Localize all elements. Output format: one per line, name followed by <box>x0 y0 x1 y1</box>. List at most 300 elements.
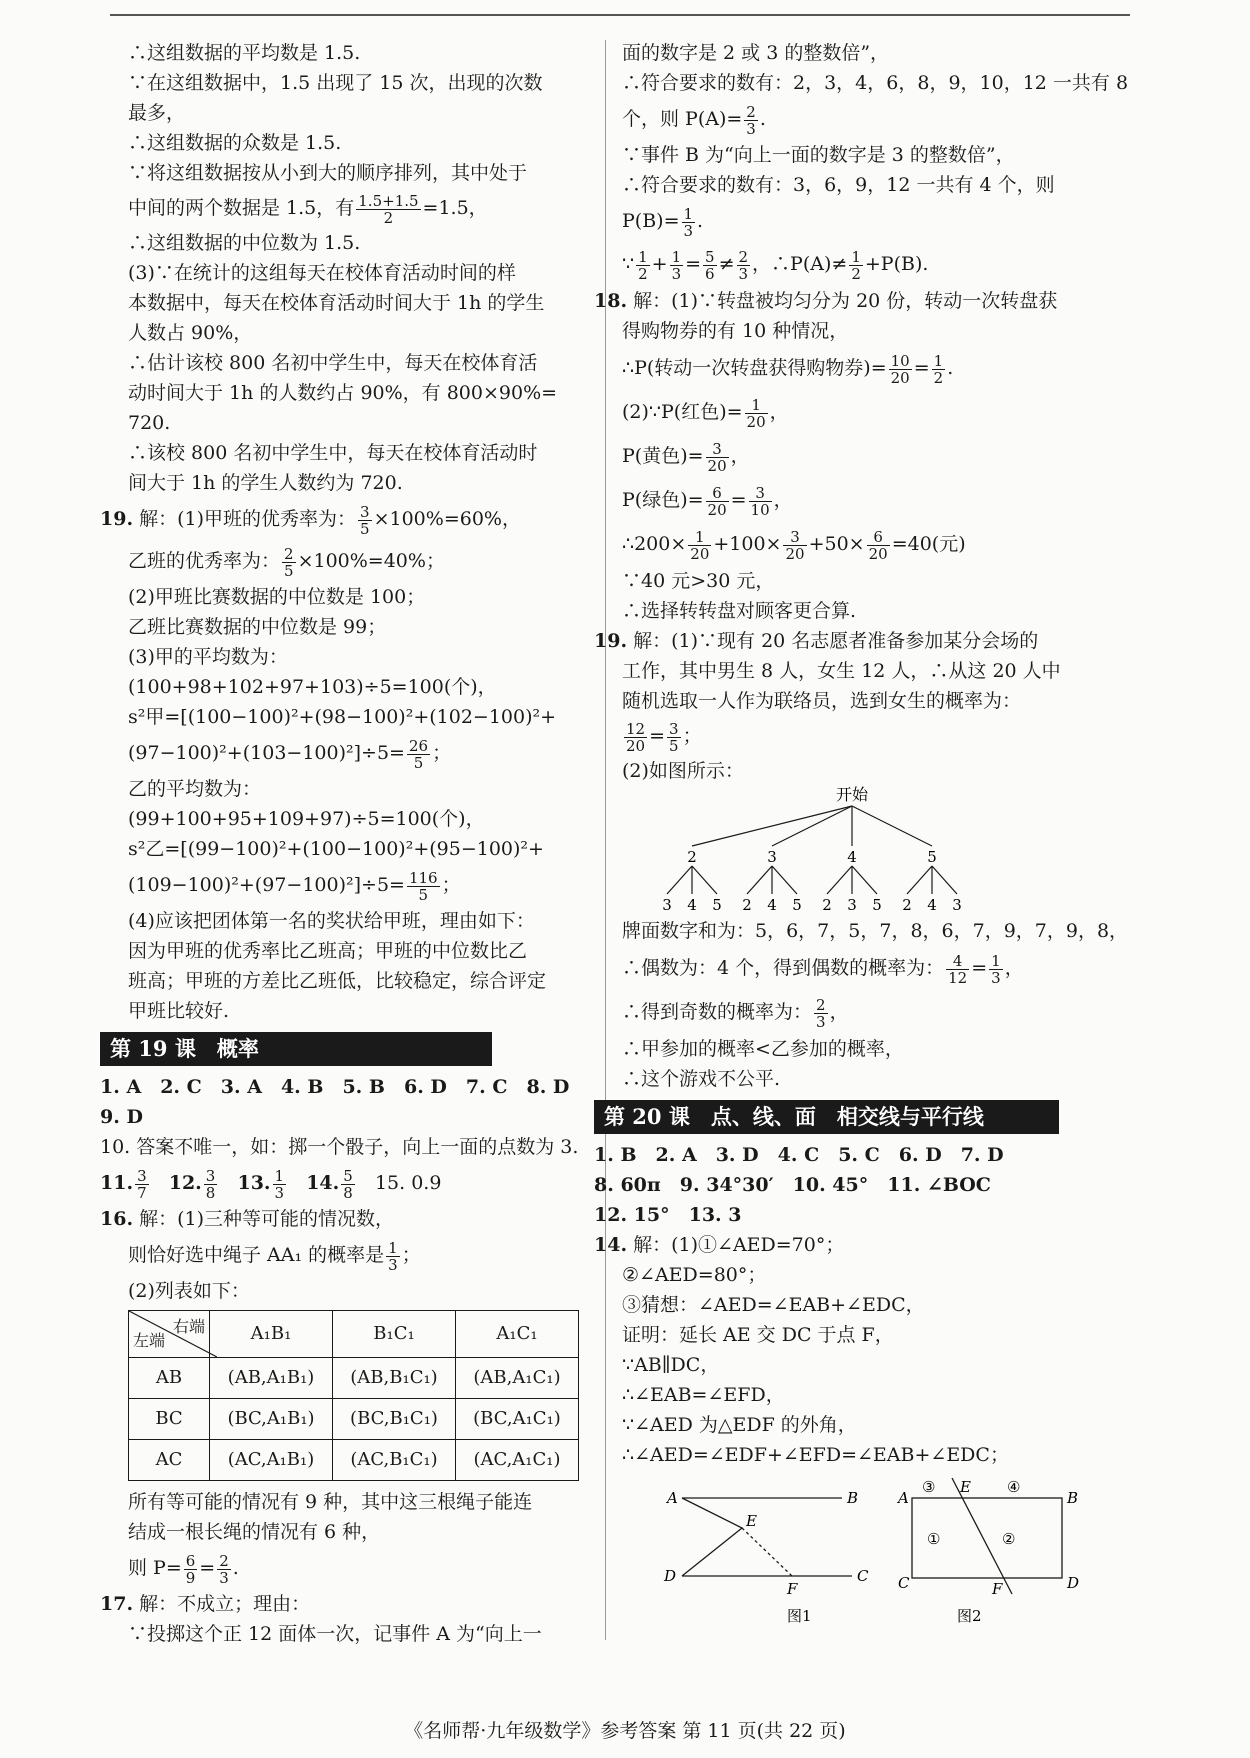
text-line: ②∠AED=80°； <box>622 1264 767 1286</box>
text: P(B)= <box>622 210 680 232</box>
denominator: 8 <box>343 1183 353 1202</box>
numerator: 1 <box>688 529 711 546</box>
denominator: 3 <box>683 221 694 240</box>
lesson-19-heading: 第 19 课 概率 <box>100 1032 492 1066</box>
text-line <box>128 188 590 228</box>
text: ≠ <box>718 253 735 275</box>
text-line: 得购物券的有 10 种情况， <box>622 320 849 342</box>
tree-edges-level1 <box>692 806 932 846</box>
text-line: ∴∠AED=∠EDF+∠EFD=∠EAB+∠EDC； <box>622 1444 1009 1466</box>
numerator: 3 <box>137 1166 147 1185</box>
numerator: 4 <box>946 953 969 970</box>
question-18 <box>594 286 1122 316</box>
fraction <box>356 193 420 226</box>
text: . <box>697 210 704 232</box>
lesson-20-heading: 第 20 课 点、线、面 相交线与平行线 <box>594 1100 1059 1134</box>
text: 解：(1)∵转盘被均匀分为 20 份，转动一次转盘获 <box>633 290 1058 312</box>
fraction <box>184 1553 198 1586</box>
text-line: ∴符合要求的数有：3，6，9，12 一共有 4 个，则 <box>622 174 1055 196</box>
column-header: B₁C₁ <box>333 1311 456 1358</box>
questions-11-15 <box>100 1162 590 1204</box>
text: ×100%=40%； <box>297 550 445 572</box>
fraction <box>814 997 828 1030</box>
figure-1 <box>663 1489 869 1625</box>
denominator: 3 <box>671 264 682 283</box>
fraction <box>703 249 717 282</box>
numerator: 1 <box>671 247 682 266</box>
question-number: 13. <box>237 1172 271 1194</box>
question-19-right <box>594 626 1122 656</box>
text-line <box>128 732 590 774</box>
text: = <box>649 725 666 747</box>
table-cell: (AB,A₁B₁) <box>210 1358 333 1399</box>
text-line: 乙的平均数为： <box>128 778 262 800</box>
column-divider <box>605 40 606 1640</box>
text: ， <box>730 445 750 467</box>
numerator: 3 <box>783 529 806 546</box>
figure-caption: 图2 <box>957 1607 982 1625</box>
fraction <box>688 529 711 562</box>
text: 解：(1)∵现有 20 名志愿者准备参加某分会场的 <box>633 630 1039 652</box>
fraction <box>407 870 440 903</box>
fig2-label: C <box>898 1574 910 1592</box>
text: (109−100)²+(97−100)²]÷5= <box>128 874 405 896</box>
denominator: 20 <box>690 544 710 563</box>
text-line <box>622 478 1122 522</box>
fraction <box>932 353 946 386</box>
text-line: 最多， <box>128 102 186 124</box>
tree-leaf: 2 <box>902 896 912 914</box>
question-number: 17. <box>100 1593 134 1615</box>
tree-leaf: 4 <box>687 896 697 914</box>
table-cell: (AC,B₁C₁) <box>333 1440 456 1481</box>
tree-leaf: 3 <box>952 896 962 914</box>
text: . <box>947 357 954 379</box>
denominator: 12 <box>948 968 968 987</box>
text: 15. 0.9 <box>374 1172 442 1194</box>
denominator: 20 <box>707 456 727 475</box>
tree-leaf: 2 <box>742 896 752 914</box>
tree-leaf: 5 <box>872 896 882 914</box>
column-header: A₁B₁ <box>210 1311 333 1358</box>
question-16 <box>100 1204 590 1234</box>
denominator: 20 <box>868 544 888 563</box>
fraction <box>282 546 296 579</box>
text: =40(元) <box>891 533 966 555</box>
denominator: 5 <box>284 561 294 580</box>
text-line: 动时间大于 1h 的人数约占 90%，有 800×90%= <box>128 382 558 404</box>
text: 解：(1)三种等可能的情况数， <box>139 1208 395 1230</box>
text-line <box>128 864 590 906</box>
table-corner-header <box>129 1311 210 1358</box>
denominator: 3 <box>274 1183 285 1202</box>
question-14 <box>594 1230 1122 1260</box>
text: 则 P= <box>128 1557 182 1579</box>
denominator: 5 <box>418 885 429 904</box>
text: ； <box>682 725 702 747</box>
fraction <box>204 1168 218 1201</box>
denominator: 5 <box>669 736 679 755</box>
text-line: 结成一根长绳的情况有 6 种， <box>128 1521 381 1543</box>
text-line: 所有等可能的情况有 9 种，其中这三根绳子能连 <box>128 1491 533 1513</box>
text-line: ∵将这组数据按从小到大的顺序排列，其中处于 <box>128 162 528 184</box>
table-cell: (AC,A₁B₁) <box>210 1440 333 1481</box>
denominator: 10 <box>750 500 770 519</box>
fraction <box>670 249 684 282</box>
text-line <box>622 98 1122 140</box>
numerator: 6 <box>706 485 729 502</box>
denominator: 3 <box>991 968 1001 987</box>
tree-root: 开始 <box>835 786 869 804</box>
text: +100× <box>713 533 782 555</box>
figure-2 <box>896 1478 1079 1625</box>
tree-leaf: 3 <box>662 896 672 914</box>
fraction <box>682 206 696 239</box>
fraction <box>667 721 681 754</box>
text-line <box>622 946 1122 990</box>
text-line: ∴该校 800 名初中学生中，每天在校体育活动时 <box>128 442 538 464</box>
fig2-label: ③ <box>922 1478 936 1496</box>
text: 解：(1)甲班的优秀率为： <box>139 508 357 530</box>
text-line <box>622 242 1122 286</box>
figure-caption: 图1 <box>787 1607 812 1625</box>
mc-answers: 12. 15° 13. 3 <box>594 1204 742 1226</box>
fraction <box>744 104 758 137</box>
numerator: 2 <box>816 995 826 1014</box>
denominator: 20 <box>785 544 805 563</box>
fraction <box>636 249 650 282</box>
denominator: 8 <box>205 1183 216 1202</box>
text-line <box>622 434 1122 478</box>
text-line: 面的数字是 2 或 3 的整数倍”， <box>622 42 890 64</box>
text: . <box>759 108 766 130</box>
text: . <box>232 1557 239 1579</box>
question-number: 12. <box>168 1172 202 1194</box>
fig1-label: A <box>667 1489 678 1507</box>
question-number: 11. <box>100 1172 134 1194</box>
text: = <box>685 253 702 275</box>
tree-leaf: 3 <box>847 896 857 914</box>
table-cell: (BC,A₁B₁) <box>210 1399 333 1440</box>
text-line: ∴选择转转盘对顾客更合算. <box>622 600 857 622</box>
text-line: (3)∵在统计的这组每天在校体育活动时间的样 <box>128 262 516 284</box>
fraction <box>273 1168 287 1201</box>
fraction <box>783 529 806 562</box>
fig1-label: F <box>787 1580 798 1598</box>
text-line <box>622 200 1122 242</box>
text-line: (2)甲班比赛数据的中位数是 100； <box>128 586 426 608</box>
question-number: 14. <box>594 1234 628 1256</box>
text-line: ∴甲参加的概率<乙参加的概率， <box>622 1038 904 1060</box>
fraction <box>849 249 863 282</box>
fig2-label: E <box>960 1478 971 1496</box>
question-number: 19. <box>594 630 628 652</box>
text-line <box>128 540 590 582</box>
text-line: ∴这个游戏不公平. <box>622 1068 781 1090</box>
text-line: ∴符合要求的数有：2，3，4，6，8，9，10，12 一共有 8 <box>622 72 1129 94</box>
text-line: 乙班比赛数据的中位数是 99； <box>128 616 387 638</box>
text: ∴200× <box>622 533 687 555</box>
numerator: 3 <box>360 502 370 521</box>
fraction <box>341 1168 355 1201</box>
text: = <box>730 489 747 511</box>
text: 个，则 P(A)= <box>622 108 743 130</box>
text: ∵ <box>622 253 635 275</box>
tree-node: 4 <box>847 848 857 866</box>
left-column <box>100 38 590 1649</box>
row-header: BC <box>129 1399 210 1440</box>
text-line: (99+100+95+109+97)÷5=100(个)， <box>128 808 485 830</box>
numerator: 3 <box>706 441 729 458</box>
text-line: ∵∠AED 为△EDF 的外角， <box>622 1414 857 1436</box>
text-line <box>622 522 1122 566</box>
text: P(黄色)= <box>622 445 704 467</box>
fig1-label: C <box>857 1567 869 1585</box>
numerator: 1 <box>745 397 768 414</box>
text-line: ∴∠EAB=∠EFD， <box>622 1384 785 1406</box>
text-line: ∵AB∥DC， <box>622 1354 720 1376</box>
text-line: 工作，其中男生 8 人，女生 12 人，∴从这 20 人中 <box>622 660 1061 682</box>
row-header: AC <box>129 1440 210 1481</box>
denominator: 6 <box>705 264 715 283</box>
text-line: s²乙=[(99−100)²+(100−100)²+(95−100)²+ <box>128 838 544 860</box>
denominator: 2 <box>851 264 861 283</box>
numerator: 1.5+1.5 <box>358 191 419 210</box>
fraction <box>946 953 969 986</box>
denominator: 3 <box>388 1255 398 1274</box>
text-line <box>128 1547 590 1589</box>
tree-leaf: 4 <box>767 896 777 914</box>
text: ； <box>441 874 461 896</box>
text: ； <box>432 742 452 764</box>
denominator: 3 <box>738 264 749 283</box>
table-cell: (AB,B₁C₁) <box>333 1358 456 1399</box>
text-line: s²甲=[(100−100)²+(98−100)²+(102−100)²+ <box>128 706 557 728</box>
text: ， <box>773 489 793 511</box>
text-line: 牌面数字和为：5，6，7，5，7，8，6，7，9，7，9，8， <box>622 920 1129 942</box>
numerator: 5 <box>343 1166 353 1185</box>
fraction <box>749 485 772 518</box>
text: ， <box>769 401 789 423</box>
text-line: 720. <box>128 412 171 434</box>
numerator: 3 <box>205 1166 216 1185</box>
text-line: 间大于 1h 的学生人数约为 720. <box>128 472 403 494</box>
tree-leaf: 2 <box>822 896 832 914</box>
fraction <box>867 529 890 562</box>
denominator: 2 <box>638 264 648 283</box>
numerator: 5 <box>705 247 715 266</box>
fig2-label: ① <box>927 1530 941 1548</box>
numerator: 3 <box>749 485 772 502</box>
numerator: 1 <box>933 351 944 370</box>
table-cell: (BC,A₁C₁) <box>456 1399 579 1440</box>
denominator: 5 <box>413 753 424 772</box>
table-row <box>129 1399 579 1440</box>
text-line: ∴这组数据的众数是 1.5. <box>128 132 342 154</box>
numerator: 26 <box>408 736 429 755</box>
table-cell: (AB,A₁C₁) <box>456 1358 579 1399</box>
fig1-label: B <box>847 1489 859 1507</box>
text-line <box>622 716 1122 756</box>
numerator: 2 <box>746 102 756 121</box>
text: = <box>199 1557 216 1579</box>
denominator: 20 <box>890 368 910 387</box>
text-line: ∵40 元>30 元， <box>622 570 775 592</box>
numerator: 1 <box>388 1238 398 1257</box>
text-line: 因为甲班的优秀率比乙班高；甲班的中位数比乙 <box>128 940 528 962</box>
denominator: 3 <box>816 1012 826 1031</box>
text-line: ③猜想：∠AED=∠EAB+∠EDC， <box>622 1294 925 1316</box>
fig1-label: E <box>746 1512 757 1530</box>
text-line: ∵事件 B 为“向上一面的数字是 3 的整数倍”， <box>622 144 1015 166</box>
text: ∴偶数为：4 个，得到偶数的概率为： <box>622 957 945 979</box>
text: 中间的两个数据是 1.5，有 <box>128 197 355 219</box>
question-19 <box>100 498 590 540</box>
geometry-figures <box>622 1476 1102 1626</box>
column-header: A₁C₁ <box>456 1311 579 1358</box>
fraction <box>358 504 372 537</box>
text: ， <box>829 1001 849 1023</box>
tree-edges-level2 <box>667 866 957 894</box>
fraction <box>386 1240 400 1273</box>
numerator: 1 <box>638 247 648 266</box>
page-footer: 《名师帮·九年级数学》参考答案 第 11 页(共 22 页) <box>404 1720 846 1742</box>
text: = <box>913 357 930 379</box>
question-number: 18. <box>594 290 628 312</box>
fraction <box>706 441 729 474</box>
outcome-table <box>128 1310 579 1481</box>
fraction <box>745 397 768 430</box>
tree-diagram <box>662 786 1042 916</box>
text-line: 随机选取一人作为联络员，选到女生的概率为： <box>622 690 1022 712</box>
numerator: 6 <box>185 1551 196 1570</box>
tree-node: 2 <box>687 848 697 866</box>
text-line <box>128 1234 590 1276</box>
denominator: 5 <box>360 519 370 538</box>
tree-leaf: 4 <box>927 896 937 914</box>
text: = <box>971 957 988 979</box>
text-line: ∴估计该校 800 名初中学生中，每天在校体育活 <box>128 352 538 374</box>
table-row <box>129 1358 579 1399</box>
fig2-label: ④ <box>1007 1478 1021 1496</box>
fig2-label: F <box>992 1580 1003 1598</box>
top-rule <box>110 14 1130 16</box>
denominator: 3 <box>219 1568 229 1587</box>
fig2-label: ② <box>1002 1530 1016 1548</box>
question-number: 16. <box>100 1208 134 1230</box>
text: 解：(1)①∠AED=70°； <box>633 1234 845 1256</box>
denominator: 20 <box>746 412 766 431</box>
text-line: 班高；甲班的方差比乙班低，比较稳定，综合评定 <box>128 970 547 992</box>
text: P(绿色)= <box>622 489 704 511</box>
numerator: 1 <box>274 1166 285 1185</box>
denominator: 7 <box>137 1183 147 1202</box>
text-line: (4)应该把团体第一名的奖状给甲班，理由如下： <box>128 910 535 932</box>
mc-answers: 9. D <box>100 1106 143 1128</box>
numerator: 1 <box>991 951 1001 970</box>
text: 解：不成立；理由： <box>139 1593 311 1615</box>
text-line: (2)如图所示： <box>622 760 744 782</box>
text: ∴得到奇数的概率为： <box>622 1001 813 1023</box>
text-line: 甲班比较好. <box>128 1000 230 1022</box>
numerator: 116 <box>408 868 438 887</box>
text: +P(B). <box>864 253 929 275</box>
text-line: (3)甲的平均数为： <box>128 646 288 668</box>
text: 乙班的优秀率为： <box>128 550 281 572</box>
text-line: 人数占 90%， <box>128 322 253 344</box>
fraction <box>706 485 729 518</box>
question-number: 14. <box>306 1172 340 1194</box>
table-cell: (AC,A₁C₁) <box>456 1440 579 1481</box>
text-line: ∵投掷这个正 12 面体一次，记事件 A 为“向上一 <box>128 1623 542 1645</box>
mc-answers: 8. 60π 9. 34°30′ 10. 45° 11. ∠BOC <box>594 1174 991 1196</box>
table-row <box>129 1440 579 1481</box>
text-line: (2)列表如下： <box>128 1280 250 1302</box>
denominator: 3 <box>746 119 756 138</box>
fraction <box>989 953 1003 986</box>
text: ∴P(转动一次转盘获得购物券)= <box>622 357 887 379</box>
table-cell: (BC,B₁C₁) <box>333 1399 456 1440</box>
numerator: 12 <box>626 719 646 738</box>
question-17 <box>100 1589 590 1619</box>
text: +50× <box>808 533 865 555</box>
fraction <box>407 738 430 771</box>
text: ， <box>1004 957 1024 979</box>
fig2-label: A <box>898 1489 909 1507</box>
text: =1.5， <box>422 197 488 219</box>
fig2-label: D <box>1067 1574 1080 1592</box>
tree-node: 3 <box>767 848 777 866</box>
text: ； <box>401 1244 421 1266</box>
numerator: 10 <box>890 351 910 370</box>
row-header: AB <box>129 1358 210 1399</box>
fraction <box>737 249 751 282</box>
text-line <box>622 390 1122 434</box>
mc-answers: 1. B 2. A 3. D 4. C 5. C 6. D 7. D <box>594 1144 1004 1166</box>
fig2-label: B <box>1067 1489 1079 1507</box>
fraction <box>624 721 647 754</box>
text-line: ∵在这组数据中，1.5 出现了 15 次，出现的次数 <box>128 72 543 94</box>
fig1-label: D <box>664 1567 677 1585</box>
fraction <box>135 1168 149 1201</box>
denominator: 20 <box>626 736 646 755</box>
numerator: 6 <box>867 529 890 546</box>
text: (2)∵P(红色)= <box>622 401 743 423</box>
fraction <box>889 353 912 386</box>
text-line: ∴这组数据的中位数为 1.5. <box>128 232 361 254</box>
tree-leaf: 5 <box>792 896 802 914</box>
right-column <box>594 38 1129 1626</box>
text-line: (100+98+102+97+103)÷5=100(个)， <box>128 676 497 698</box>
text: + <box>651 253 668 275</box>
text-line <box>622 346 1122 390</box>
question-10: 10. 答案不唯一，如：掷一个骰子，向上一面的点数为 3. <box>100 1136 579 1158</box>
denominator: 2 <box>933 368 944 387</box>
numerator: 2 <box>738 247 749 266</box>
tree-node: 5 <box>927 848 937 866</box>
text-line: 本数据中，每天在校体育活动时间大于 1h 的学生 <box>128 292 545 314</box>
numerator: 2 <box>284 544 294 563</box>
numerator: 1 <box>683 204 694 223</box>
numerator: 3 <box>669 719 679 738</box>
text: (97−100)²+(103−100)²]÷5= <box>128 742 405 764</box>
numerator: 2 <box>219 1551 229 1570</box>
text: 则恰好选中绳子 AA₁ 的概率是 <box>128 1244 385 1266</box>
denominator: 20 <box>707 500 727 519</box>
numerator: 1 <box>851 247 861 266</box>
text-line: ∴这组数据的平均数是 1.5. <box>128 42 361 64</box>
tree-leaf: 5 <box>712 896 722 914</box>
